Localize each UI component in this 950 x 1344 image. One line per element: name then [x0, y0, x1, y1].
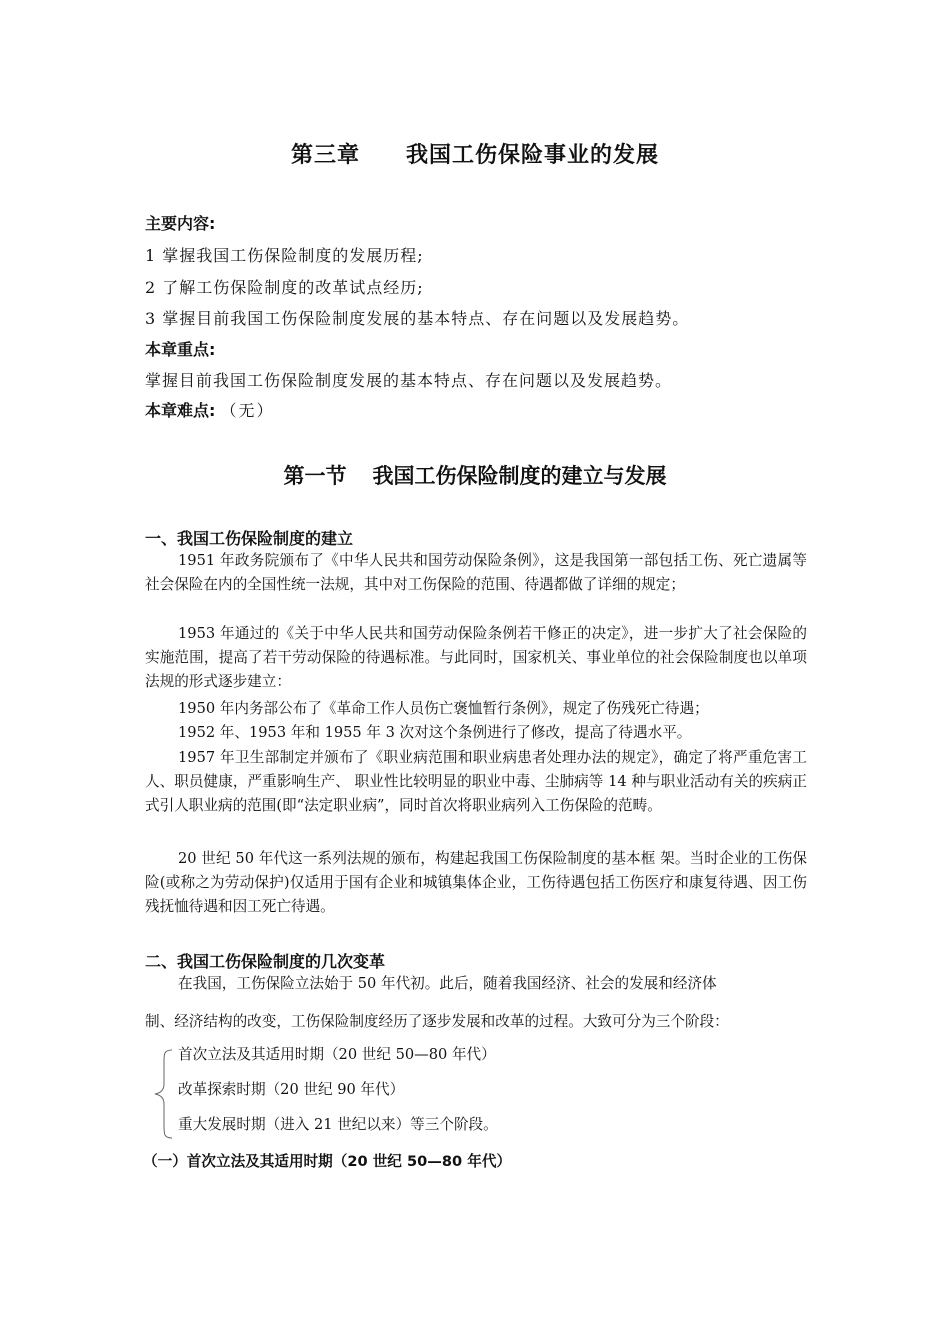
part1-heading: 一、我国工伤保险制度的建立 [145, 529, 354, 548]
paragraph: 1952 年、1953 年和 1955 年 3 次对这个条例进行了修改，提高了待遇水平。 [178, 724, 692, 741]
overview-item: 1 掌握我国工伤保险制度的发展历程; [145, 246, 424, 265]
paragraph: 1957 年卫生部制定并颁布了《职业病范围和职业病患者处理办法的规定》，确定了将严重危害工人、职员健康，严重影响生产、 职业性比较明显的职业中毒、尘肺病等 14 种与职业活动有关的疾病正式引人职业病的范围(即“法定职业病”，同时首次将职业病列入工伤保险的范畴。 [145, 749, 807, 814]
paragraph: 1953 年通过的《关于中华人民共和国劳动保险条例若干修正的决定》，进一步扩大了社会保险的实施范围，提高了若干劳动保险的待遇标准。与此同时，国家机关、事业单位的社会保险制度也以单项法规的形式逐步建立： [145, 625, 807, 690]
difficult-points-label: 本章难点: [145, 401, 216, 420]
stage-item: 首次立法及其适用时期（20 世纪 50—80 年代） [178, 1046, 496, 1063]
overview-item: 3 掌握目前我国工伤保险制度发展的基本特点、存在问题以及发展趋势。 [145, 309, 690, 328]
paragraph-line: 在我国，工伤保险立法始于 50 年代初。此后，随着我国经济、社会的发展和经济体 [178, 975, 717, 992]
subsection-heading: （一）首次立法及其适用时期（20 世纪 50—80 年代） [143, 1153, 512, 1170]
difficult-points [145, 398, 275, 421]
chapter-title [0, 138, 950, 169]
key-points-label: 本章重点: [145, 340, 216, 359]
left-brace-icon [152, 1048, 174, 1140]
part2-heading: 二、我国工伤保险制度的几次变革 [145, 952, 386, 971]
section-name: 我国工伤保险制度的建立与发展 [372, 464, 667, 488]
section-title [0, 460, 950, 490]
chapter-name: 我国工伤保险事业的发展 [406, 143, 660, 168]
difficult-points-text: （无） [220, 401, 275, 420]
overview-item: 2 了解工伤保险制度的改革试点经历; [145, 278, 424, 297]
paragraph: 1951 年政务院颁布了《中华人民共和国劳动保险条例》，这是我国第一部包括工伤、死亡遗属等社会保险在内的全国性统一法规，其中对工伤保险的范围、待遇都做了详细的规定； [145, 552, 807, 593]
paragraph: 20 世纪 50 年代这一系列法规的颁布，构建起我国工伤保险制度的基本框 架。当时企业的工伤保险(或称之为劳动保护)仅适用于国有企业和城镇集体企业，工伤待遇包括工伤医疗和康复待遇、因工伤残抚恤待遇和因工死亡待遇。 [145, 850, 807, 915]
paragraph-line: 制、经济结构的改变，工伤保险制度经历了逐步发展和改革的过程。大致可分为三个阶段： [145, 1013, 729, 1030]
chapter-number: 第三章 [290, 143, 360, 168]
paragraph: 1950 年内务部公布了《革命工作人员伤亡褒恤暂行条例》，规定了伤残死亡待遇； [178, 700, 709, 717]
main-content-label: 主要内容: [145, 214, 216, 233]
section-number: 第一节 [283, 464, 347, 488]
stage-item: 重大发展时期（进入 21 世纪以来）等三个阶段。 [178, 1116, 498, 1133]
key-points-text: 掌握目前我国工伤保险制度发展的基本特点、存在问题以及发展趋势。 [145, 371, 673, 390]
stage-item: 改革探索时期（20 世纪 90 年代） [178, 1081, 405, 1098]
